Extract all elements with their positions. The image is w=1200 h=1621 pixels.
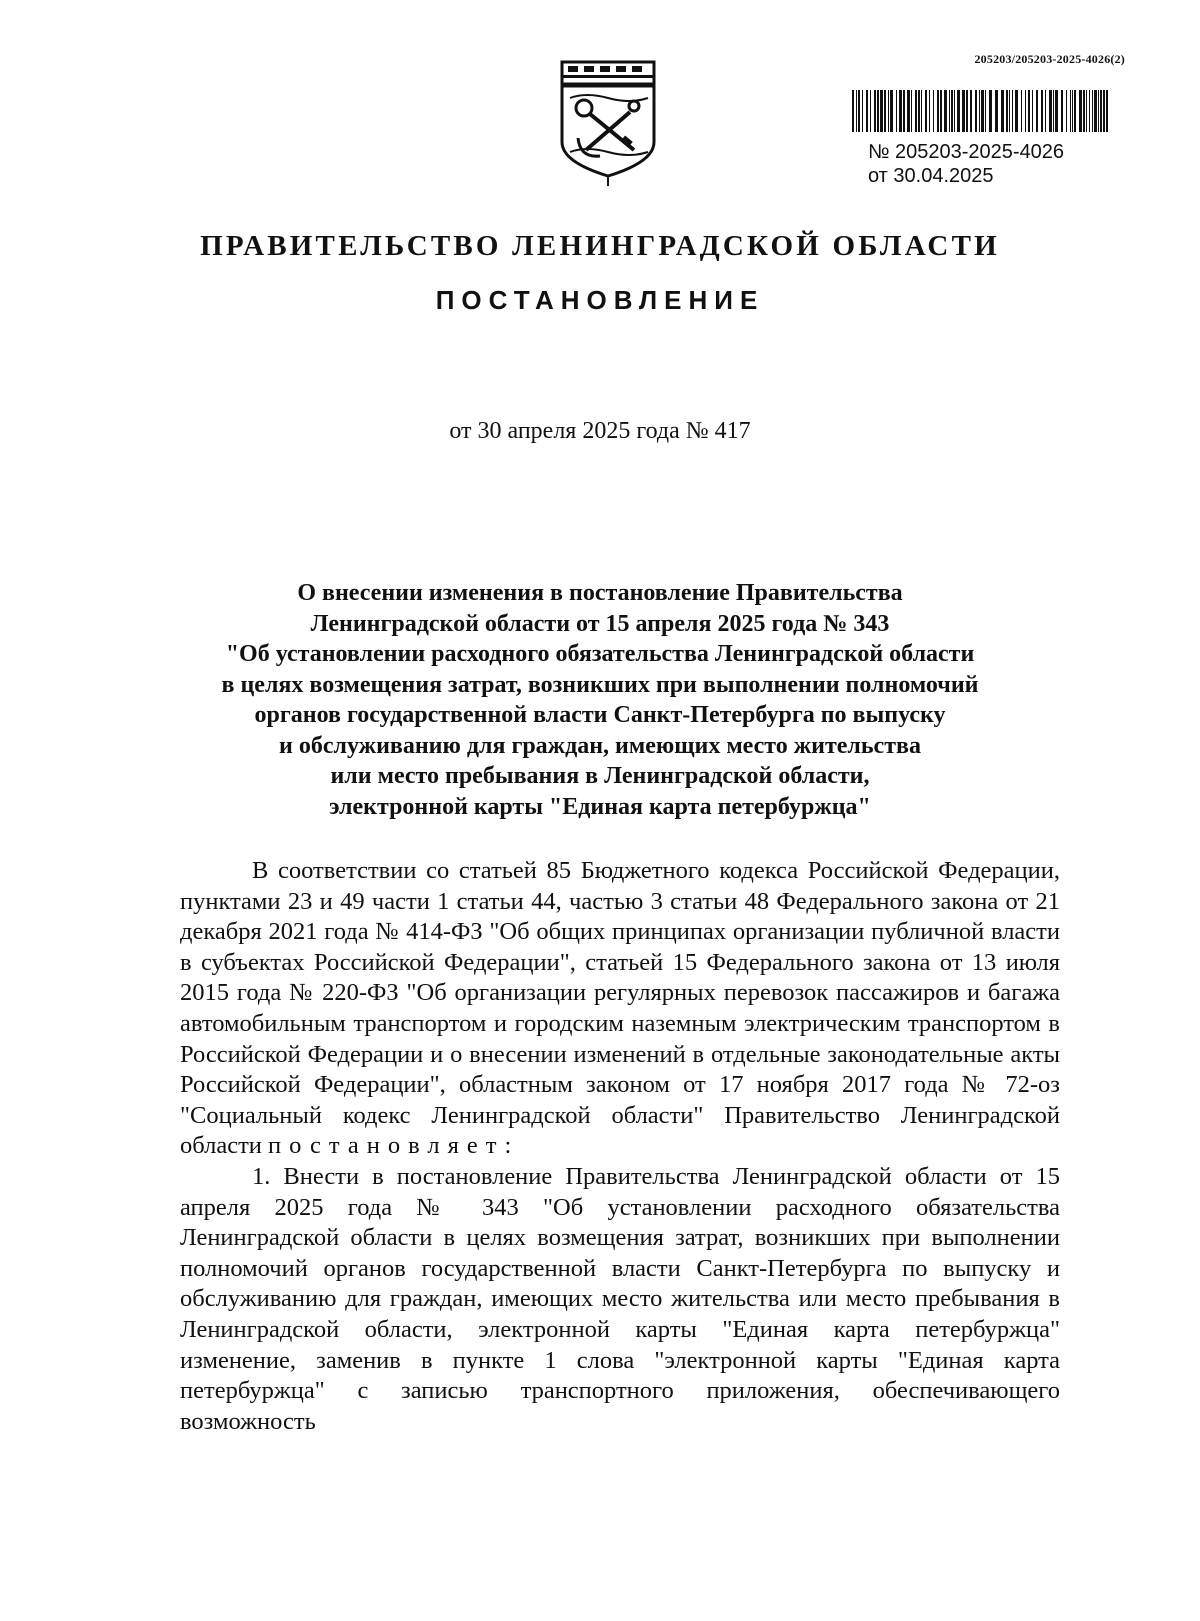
title-line: в целях возмещения затрат, возникших при выполнении полномочий	[221, 671, 979, 698]
title-line: или место пребывания в Ленинградской области,	[330, 763, 870, 789]
registration-date: от 30.04.2025	[868, 165, 994, 187]
issuing-authority: ПРАВИТЕЛЬСТВО ЛЕНИНГРАДСКОЙ ОБЛАСТИ	[200, 230, 1000, 262]
document-type: ПОСТАНОВЛЕНИЕ	[435, 285, 765, 315]
title-line: электронной карты "Единая карта петербуржца"	[329, 793, 871, 820]
clause-1-paragraph: 1. Внести в постановление Правительства Ленинградской области от 15 апреля 2025 года № 343 "Об установлении расходного обязательства Ленинградской области в целях возмещения затрат, возникших при выполнении полномочий органов государственной власти Санкт-Петербурга по выпуску и обслуживанию для граждан, имеющих место жительства или место пребывания в Ленинградской области, электронной карты "Единая карта петербуржца" изменение, заменив в пункте 1 слова "электронной карты "Единая карта петербуржца" с записью транспортного приложения, обеспечивающего возможность	[180, 1162, 1060, 1435]
title-line: Ленинградской области от 15 апреля 2025 года № 343	[310, 610, 890, 637]
document-date-number: от 30 апреля 2025 года № 417	[449, 418, 751, 444]
coat-of-arms-icon	[556, 58, 660, 188]
document-title	[150, 578, 1050, 822]
title-line: органов государственной власти Санкт-Петербурга по выпуску	[254, 702, 946, 728]
title-line: и обслуживанию для граждан, имеющих место жительства	[279, 732, 921, 759]
resolution-verb: постановляет:	[268, 1132, 520, 1160]
title-line: "Об установлении расходного обязательства Ленинградской области	[225, 641, 975, 667]
barcode-icon	[852, 90, 1112, 132]
document-body	[180, 856, 1060, 1437]
registration-number: № 205203-2025-4026	[868, 141, 1065, 163]
preamble-text: В соответствии со статьей 85 Бюджетного кодекса Российской Федерации, пунктами 23 и 49 части 1 статьи 44, частью 3 статьи 48 Федерального закона от 21 декабря 2021 года № 414-ФЗ "Об общих принципах организации публичной власти в субъектах Российской Федерации", статьей 15 Федерального закона от 13 июля 2015 года № 220-ФЗ "Об организации регулярных перевозок пассажиров и багажа автомобильным транспортом и городским наземным электрическим транспортом в Российской Федерации и о внесении изменений в отдельные законодательные акты Российской Федерации", областным законом от 17 ноября 2017 года № 72-оз "Социальный кодекс Ленинградской области" Правительство Ленинградской области	[180, 857, 1060, 1160]
title-line: О внесении изменения в постановление Правительства	[297, 580, 903, 606]
document-id: 205203/205203-2025-4026(2)	[974, 52, 1125, 66]
preamble-paragraph	[180, 856, 1060, 1162]
